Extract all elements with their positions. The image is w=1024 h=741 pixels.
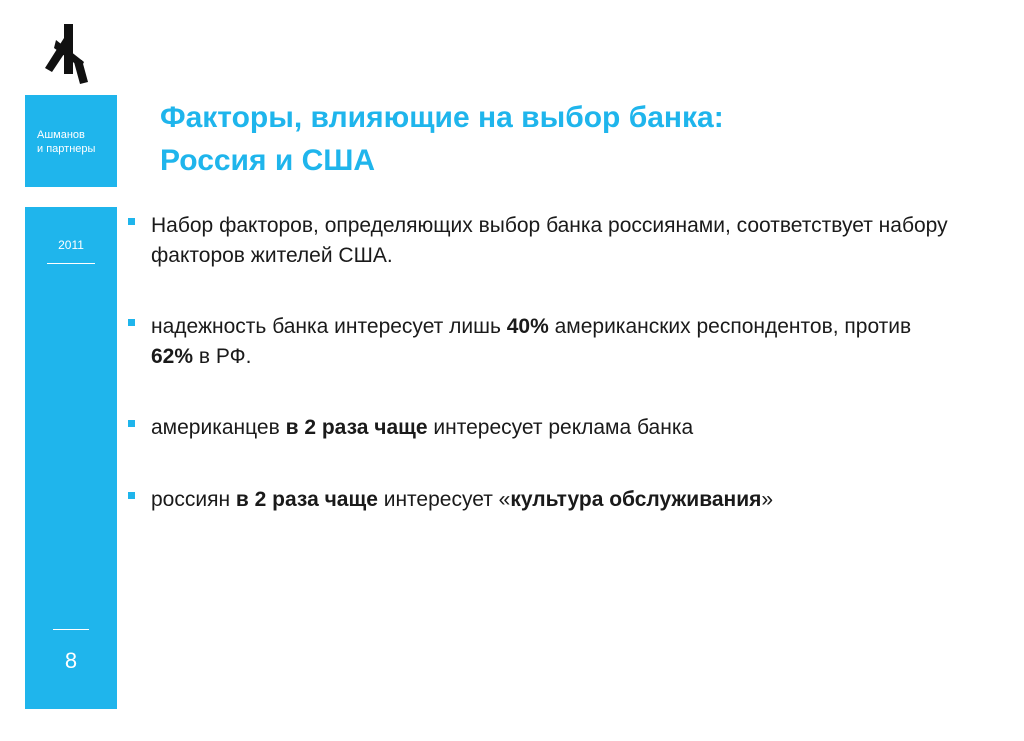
year-label: 2011 [58,238,84,252]
page-number-divider [53,629,89,630]
bullet-text: Набор факторов, определяющих выбор банка россиянами, соответствует набору факторов жителей США. [151,214,948,267]
highlight-phrase: культура обслуживания [510,488,762,511]
brand-box [25,95,117,187]
slide-title-line2: Россия и США [160,144,376,177]
sidebar-panel [25,207,117,709]
brand-name-line2: и партнеры [37,143,96,155]
bullet-text: россиян в 2 раза чаще интересует «культура обслуживания» [151,488,774,511]
bullet-text: надежность банка интересует лишь 40% американских респондентов, против 62% в РФ. [151,315,912,368]
list-item [128,485,948,515]
list-item [128,413,948,443]
slide-title-line1: Факторы, влияющие на выбор банка: [160,101,724,134]
slide-title [160,96,980,182]
ashmanov-logo-icon [44,22,94,84]
square-bullet-icon [128,492,135,499]
year-divider [47,263,95,264]
brand-name-line1: Ашманов [37,129,85,141]
list-item [128,312,948,372]
bullet-text: американцев в 2 раза чаще интересует реклама банка [151,416,694,439]
square-bullet-icon [128,319,135,326]
highlight-value: 62% [151,345,194,368]
highlight-phrase: в 2 раза чаще [285,416,428,439]
page-number: 8 [64,648,78,673]
highlight-value: 40% [506,315,549,338]
square-bullet-icon [128,218,135,225]
square-bullet-icon [128,420,135,427]
highlight-phrase: в 2 раза чаще [235,488,378,511]
list-item [128,211,948,271]
